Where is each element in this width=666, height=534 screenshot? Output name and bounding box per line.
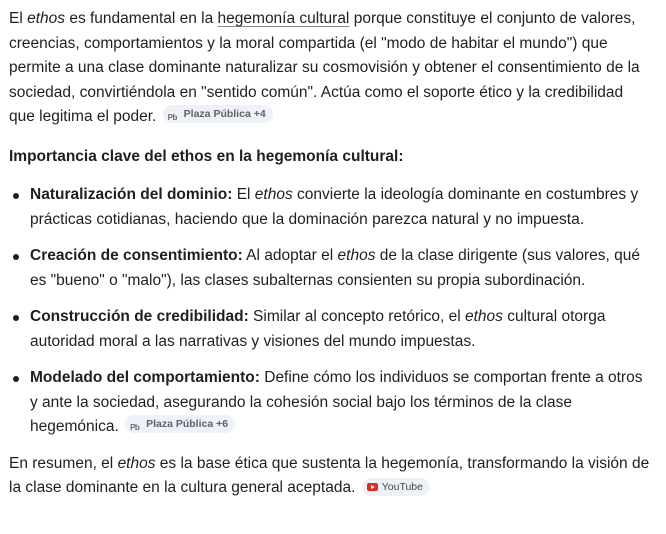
ethos-term: ethos — [337, 247, 376, 264]
list-item: Naturalización del dominio: El ethos convierte la ideología dominante en costumbres y prácticas cotidianas, haciendo que la dominación parezca natural y no impuesta. — [9, 183, 650, 232]
summary-paragraph: En resumen, el ethos es la base ética que sustenta la hegemonía, transformando la visión de la clase dominante en la cultura general aceptada. YouTube — [9, 454, 650, 496]
bullet-title: Construcción de credibilidad: — [30, 308, 249, 325]
bullet-title: Modelado del comportamiento: — [30, 369, 260, 386]
ethos-term: ethos — [254, 186, 293, 203]
ethos-term: ethos — [117, 454, 156, 472]
plaza-publica-icon: Pb — [130, 423, 140, 432]
bullet-title: Naturalización del dominio: — [30, 186, 233, 203]
source-chip-plaza-publica[interactable]: Pb Plaza Pública +6 — [125, 415, 235, 433]
section-heading: Importancia clave del ethos en la hegemonía cultural: — [9, 147, 404, 165]
source-chip-plaza-publica[interactable]: Pb Plaza Pública +4 — [163, 105, 273, 123]
hegemonia-cultural-link[interactable]: hegemonía cultural — [217, 10, 350, 27]
ethos-term: ethos — [27, 10, 66, 27]
bullet-title: Creación de consentimiento: — [30, 247, 243, 264]
ethos-term: ethos — [464, 308, 503, 325]
list-item: Construcción de credibilidad: Similar al concepto retórico, el ethos cultural otorga autoridad moral a las narrativas y visiones del mundo impuestas. — [9, 305, 650, 354]
plaza-publica-icon: Pb — [167, 113, 177, 122]
source-chip-youtube[interactable]: YouTube — [362, 478, 430, 496]
list-item: Modelado del comportamiento: Define cómo los individuos se comportan frente a otros y ante la sociedad, asegurando la cohesión social bajo los términos de la clase hegemónica. Pb Plaza Pública +6 — [9, 366, 650, 440]
youtube-icon — [367, 483, 378, 491]
bullet-list — [9, 183, 650, 440]
intro-paragraph: El ethos es fundamental en la hegemonía cultural porque constituye el conjunto de valores, creencias, comportamientos y la moral compartida (el "modo de habitar el mundo") que permite a una clase dominante naturalizar su cosmovisión y obtener el consentimiento de la sociedad, convirtiéndola en "sentido común". Actúa como el soporte ético y la credibilidad que legitima el poder. Pb Plaza Pública +4 — [9, 10, 640, 125]
list-item: Creación de consentimiento: Al adoptar el ethos de la clase dirigente (sus valores, qué es "bueno" o "malo"), las clases subalternas consienten su propia subordinación. — [9, 244, 650, 293]
